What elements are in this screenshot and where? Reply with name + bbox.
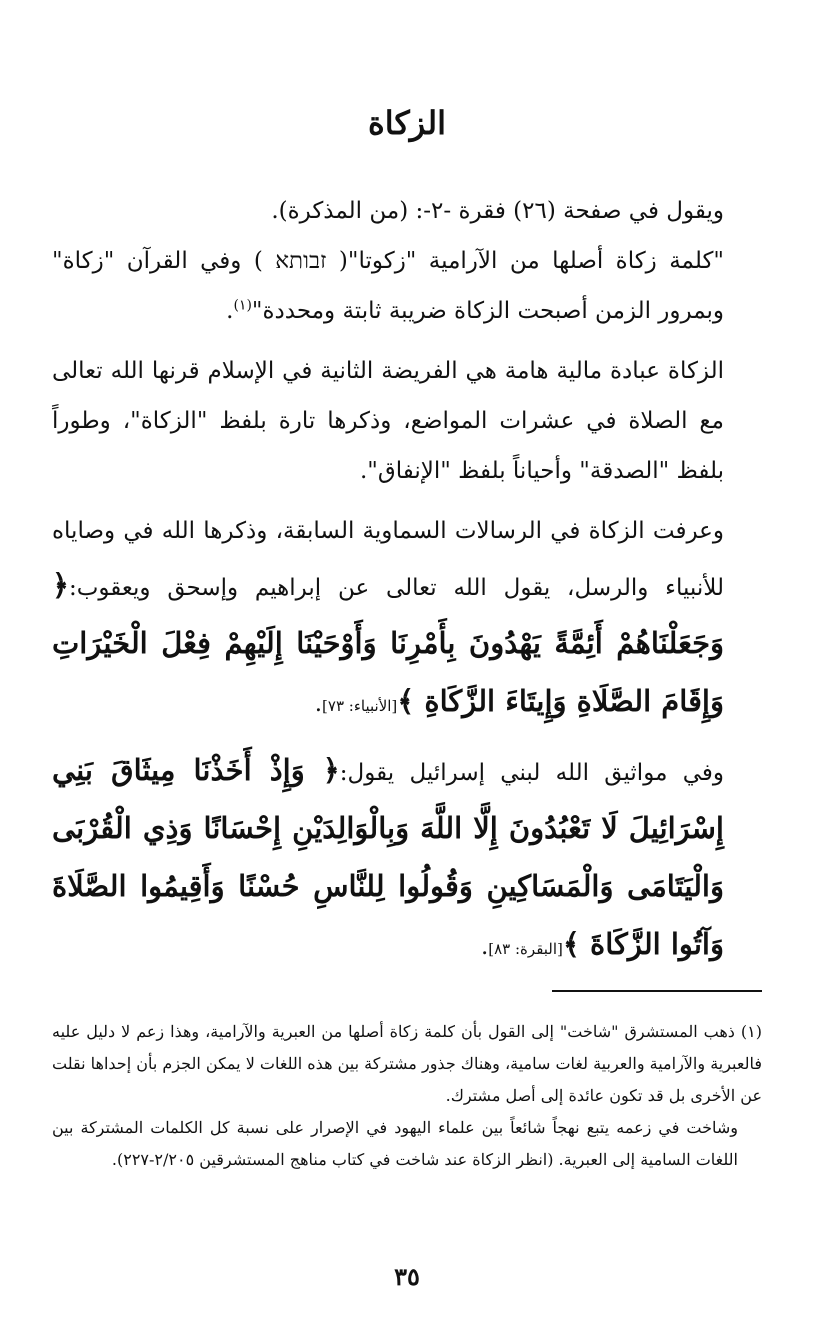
footnotes: [52, 1016, 762, 1176]
footnote-1: [52, 1016, 762, 1112]
quran-verse-anbiya: ﴿ وَجَعَلْنَاهُمْ أَئِمَّةً يَهْدُونَ بِأَمْرِنَا وَأَوْحَيْنَا إِلَيْهِمْ فِعْلَ الْخَيْرَاتِ وَإِقَامَ الصَّلَاةِ وَإِيتَاءَ الزَّكَاةِ ﴾: [52, 568, 724, 718]
footnote-number: (١): [740, 1022, 763, 1041]
main-text: [52, 186, 762, 974]
verse-period: .: [314, 691, 323, 717]
paragraph-israel-covenant: [52, 741, 762, 974]
quote-text-start: "كلمة زكاة أصلها من الآرامية "زكوتا"(: [326, 248, 724, 274]
quote-text-end: ) وفي القرآن "زكاة" وبمرور الزمن أصبحت الزكاة ضريبة ثابتة ومحددة": [52, 248, 724, 324]
page-title: الزكاة: [367, 104, 447, 142]
verse-intro-text: وفي مواثيق الله لبني إسرائيل يقول:: [339, 760, 724, 786]
hebrew-word: זבותא: [275, 248, 327, 274]
footnote-1-continuation: وشاخت في زعمه يتبع نهجاً شائعاً بين علماء اليهود في الإصرار على نسبة كل الكلمات المشتركة بين اللغات السامية إلى العبرية. (انظر الزكاة عند شاخت في كتاب مناهج المستشرقين ٢/٢٠٥-٢٢٧).: [52, 1118, 738, 1169]
footnote-divider: [552, 990, 762, 992]
verse-reference-baqara: [البقرة: ٨٣]: [488, 940, 563, 958]
verse-period: .: [480, 934, 489, 960]
paragraph-prophets-verse: [52, 506, 762, 731]
verse-reference-anbiya: [الأنبياء: ٧٣]: [322, 697, 398, 715]
page-number: ٣٥: [394, 1262, 420, 1291]
footnote-reference: (١): [233, 297, 252, 314]
quran-verse-baqara: ﴿ وَإِذْ أَخَذْنَا مِيثَاقَ بَنِي إِسْرَائِيلَ لَا تَعْبُدُونَ إِلَّا اللَّهَ وَبِالْوَالِدَيْنِ إِحْسَانًا وَذِي الْقُرْبَى وَالْيَتَامَى وَالْمَسَاكِينِ وَقُولُوا لِلنَّاسِ حُسْنًا وَأَقِيمُوا الصَّلَاةَ وَآتُوا الزَّكَاةَ ﴾: [52, 753, 724, 961]
paragraph-source-citation: ويقول في صفحة (٢٦) فقرة -٢-: (من المذكرة).: [271, 198, 724, 224]
paragraph-zakat-definition: الزكاة عبادة مالية هامة هي الفريضة الثانية في الإسلام قرنها الله تعالى مع الصلاة في عشرات المواضع، وذكرها تارة بلفظ "الزكاة"، وطوراً بلفظ "الصدقة" وأحياناً بلفظ "الإنفاق".: [52, 358, 724, 484]
verse-intro-text: وعرفت الزكاة في الرسالات السماوية السابقة، وذكرها الله في وصاياه للأنبياء والرسل، يقول الله تعالى عن إبراهيم وإسحق ويعقوب:: [52, 518, 724, 601]
footnote-text: ذهب المستشرق "شاخت" إلى القول بأن كلمة زكاة أصلها من العبرية والآرامية، وهذا زعم لا دليل عليه فالعبرية والآرامية والعربية لغات سامية، وهناك جذور مشتركة بين هذه اللغات لا يمكن الجزم بأن إحداها نقلت عن الأخرى بل قد تكون عائدة إلى أصل مشترك.: [52, 1022, 762, 1105]
quote-period: .: [226, 298, 234, 324]
paragraph-quoted-claim: [52, 236, 762, 336]
